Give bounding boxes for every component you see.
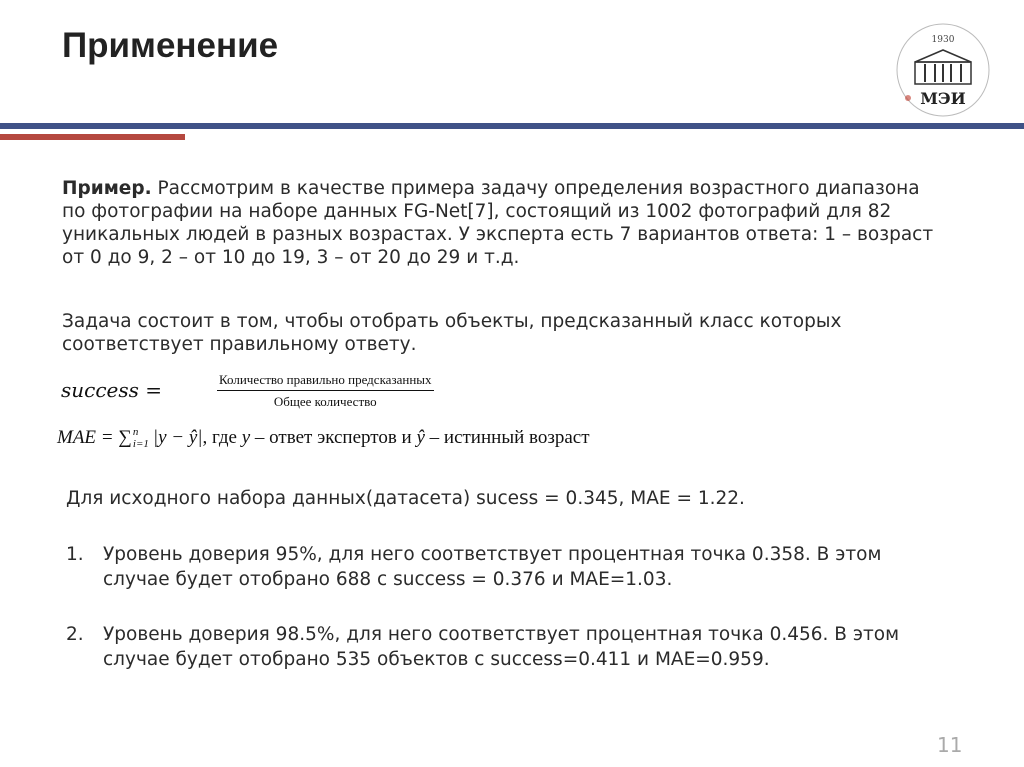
- mae-expr: |y − ŷ|: [152, 427, 203, 448]
- list-item: [66, 542, 946, 592]
- baseline-paragraph: Для исходного набора данных(датасета) sucess = 0.345, MAE = 1.22.: [66, 488, 745, 509]
- success-formula: [55, 368, 460, 418]
- header-divider-blue: [0, 123, 1024, 129]
- mae-lhs: MAE = ∑: [57, 427, 132, 448]
- mae-text: , где: [202, 427, 242, 448]
- list-number: 2.: [66, 624, 84, 645]
- svg-text:1930: 1930: [931, 35, 955, 45]
- task-paragraph: Задача состоит в том, чтобы отобрать объекты, предсказанный класс которых соответствует правильному ответу.: [62, 311, 842, 355]
- mae-limits: [133, 426, 149, 450]
- success-numerator: Количество правильно предсказанных: [217, 372, 434, 391]
- list-text: Уровень доверия 95%, для него соответствует процентная точка 0.358. В этом случае будет отобрано 688 с success = 0.376 и MAE=1.03.: [103, 544, 882, 590]
- mae-text: – ответ экспертов и: [250, 427, 417, 448]
- slide-title: Применение: [62, 26, 279, 65]
- header-divider-red: [0, 134, 185, 140]
- mae-y: y: [241, 427, 251, 448]
- mae-yhat: ŷ: [416, 427, 425, 448]
- success-fraction: [217, 372, 434, 410]
- example-text: Рассмотрим в качестве примера задачу определения возрастного диапазона по фотографии на наборе данных FG-Net[7], состоящий из 1002 фотографий для 82 уникальных людей в разных возрастах. У эксперта есть 7 вариантов ответа: 1 – возраст от 0 до 9, 2 – от 10 до 19, 3 – от 20 до 29 и т.д.: [62, 178, 934, 268]
- list-text: Уровень доверия 98.5%, для него соответствует процентная точка 0.456. В этом случае будет отобрано 535 объектов с success=0.411 и MAE=0.959.: [103, 624, 900, 670]
- mae-text: – истинный возраст: [424, 427, 590, 448]
- success-denominator: Общее количество: [273, 394, 377, 409]
- university-logo: [893, 20, 993, 120]
- page-number: 11: [937, 733, 963, 757]
- list-item: [66, 622, 946, 672]
- mae-formula: [57, 426, 590, 450]
- example-paragraph: [62, 177, 942, 269]
- list-number: 1.: [66, 544, 84, 565]
- mae-sup: n: [132, 426, 139, 438]
- example-label: Пример.: [62, 178, 152, 199]
- success-lhs: success =: [61, 378, 163, 402]
- svg-text:МЭИ: МЭИ: [920, 89, 966, 108]
- mae-sub: i=1: [132, 438, 149, 450]
